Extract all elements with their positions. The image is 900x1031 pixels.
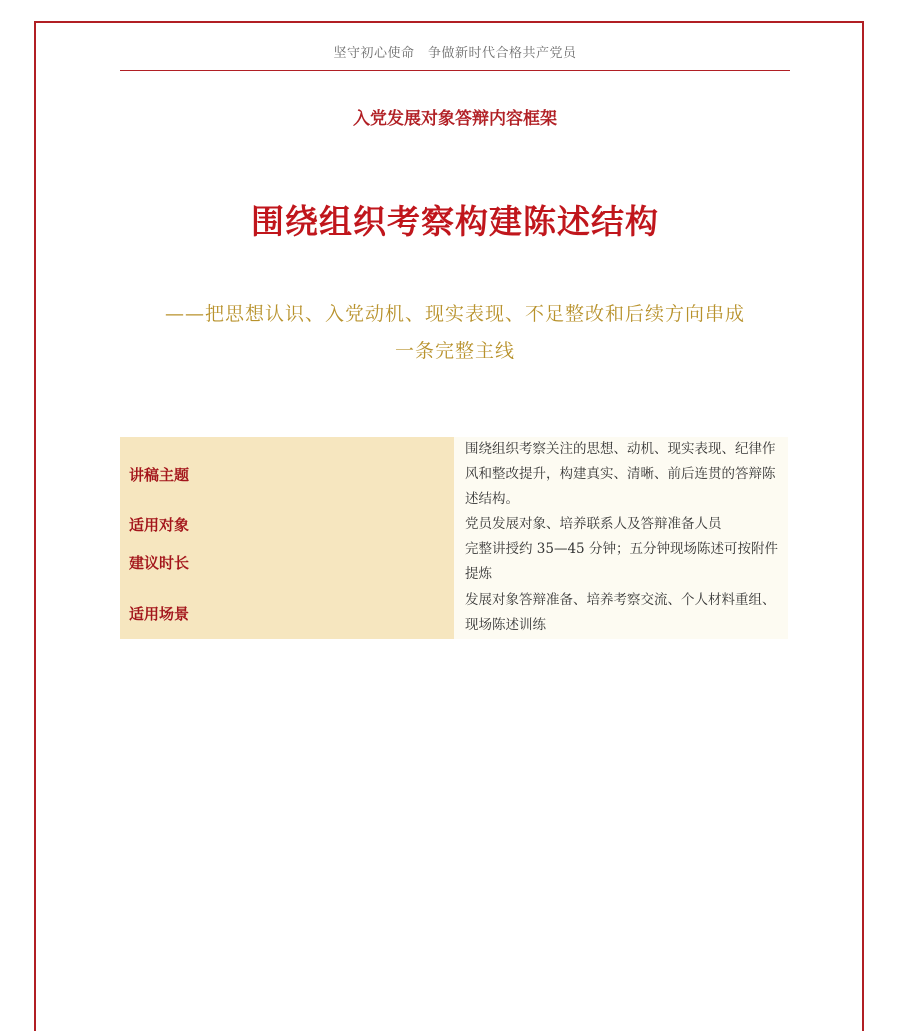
subtitle-line-1: ——把思想认识、入党动机、现实表现、不足整改和后续方向串成 — [164, 303, 745, 325]
row-label: 适用场景 — [120, 587, 454, 639]
document-subject: 入党发展对象答辩内容框架 — [353, 109, 557, 129]
row-value: 围绕组织考察关注的思想、动机、现实表现、纪律作风和整改提升，构建真实、清晰、前后连贯的答辩陈述结构。 — [454, 437, 788, 512]
page-title: 围绕组织考察构建陈述结构 — [251, 202, 659, 241]
row-value: 党员发展对象、培养联系人及答辩准备人员 — [454, 512, 788, 537]
row-value: 完整讲授约 35—45 分钟；五分钟现场陈述可按附件提炼 — [454, 537, 788, 587]
table-row — [120, 537, 788, 587]
header-divider — [120, 70, 790, 71]
info-table — [120, 437, 788, 639]
row-label: 建议时长 — [120, 537, 454, 587]
row-label: 适用对象 — [120, 512, 454, 537]
running-header: 坚守初心使命 争做新时代合格共产党员 — [333, 46, 577, 61]
row-value: 发展对象答辩准备、培养考察交流、个人材料重组、现场陈述训练 — [454, 587, 788, 639]
subtitle — [120, 296, 790, 370]
subtitle-line-2: 一条完整主线 — [394, 340, 515, 362]
row-label: 讲稿主题 — [120, 437, 454, 512]
table-row — [120, 512, 788, 537]
table-row — [120, 437, 788, 512]
table-row — [120, 587, 788, 639]
